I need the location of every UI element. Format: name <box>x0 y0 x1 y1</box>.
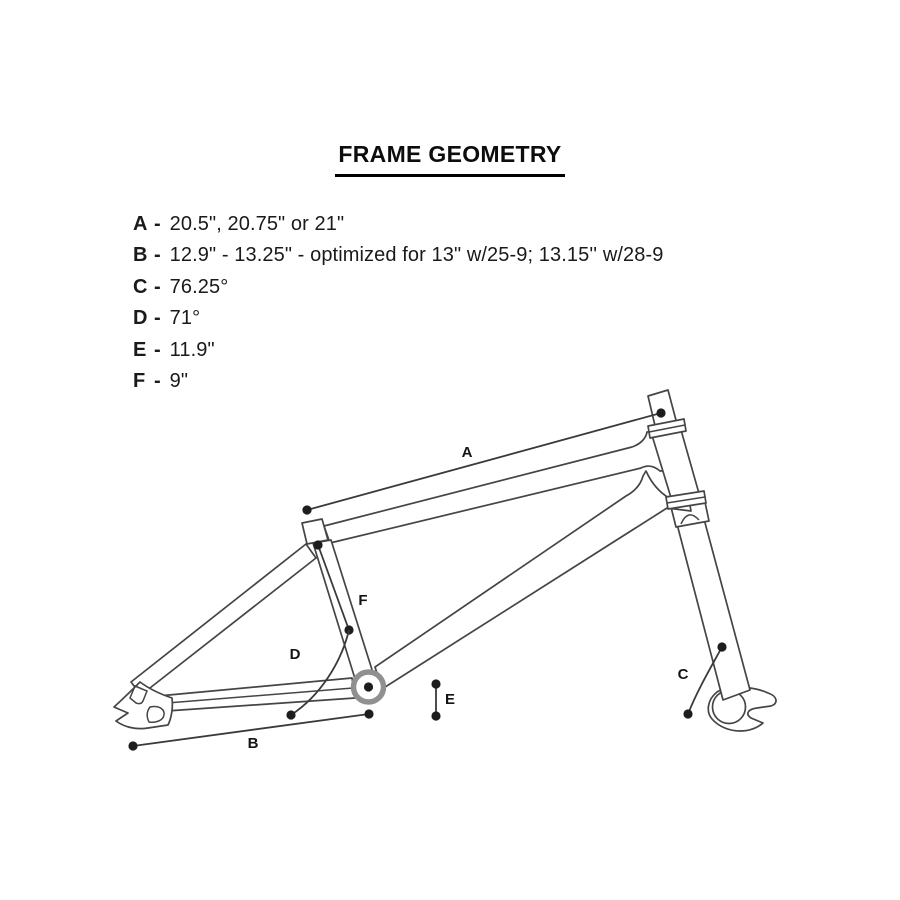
legend-key: E <box>133 338 147 361</box>
legend-key: F <box>133 369 146 392</box>
seat-stay <box>131 544 316 695</box>
legend-dash: - <box>154 338 161 361</box>
measure-a-dot-left <box>302 505 311 514</box>
label-f: F <box>358 592 368 609</box>
legend-value: 71° <box>169 307 201 330</box>
measure-e-dot-top <box>431 679 440 688</box>
bottom-bracket-group <box>354 672 384 702</box>
legend-key: C <box>133 275 148 298</box>
legend-dash: - <box>154 213 161 235</box>
measure-b-dot-left <box>128 741 137 750</box>
measure-d-dot <box>286 710 295 719</box>
legend-key: A <box>133 213 148 235</box>
measure-c-dot-top <box>717 642 726 651</box>
legend-value: 20.5", 20.75" or 21" <box>169 213 345 235</box>
legend-dash: - <box>154 275 161 298</box>
label-a: A <box>461 444 473 461</box>
label-b: B <box>247 735 259 752</box>
measure-f-dot-top <box>313 540 322 549</box>
legend-dash: - <box>154 244 161 267</box>
seat-tube <box>313 540 374 682</box>
rear-triangle-group <box>114 544 355 729</box>
legend-dash: - <box>154 369 161 392</box>
label-d: D <box>289 646 301 663</box>
main-tubes-group <box>302 429 691 689</box>
bottom-bracket-center-dot <box>364 682 373 691</box>
label-c: C <box>677 666 689 683</box>
legend-key: D <box>133 307 148 330</box>
measure-b-dot-right <box>364 709 373 718</box>
page-title-text: FRAME GEOMETRY <box>335 141 564 177</box>
seat-post <box>302 519 328 544</box>
legend-key: B <box>133 244 148 267</box>
legend-value: 12.9" - 13.25" - optimized for 13" w/25-9; 13.15'' w/28-9 <box>169 244 664 267</box>
measure-e-dot-bottom <box>431 711 440 720</box>
legend-value: 76.25° <box>169 275 229 298</box>
measure-a-dot-right <box>656 408 665 417</box>
measure-c-dot-bottom <box>683 709 692 718</box>
legend-value: 11.9" <box>169 338 215 361</box>
fork-group <box>671 502 776 731</box>
legend-value: 9" <box>169 369 189 392</box>
label-e: E <box>444 691 456 708</box>
legend-dash: - <box>154 307 161 330</box>
